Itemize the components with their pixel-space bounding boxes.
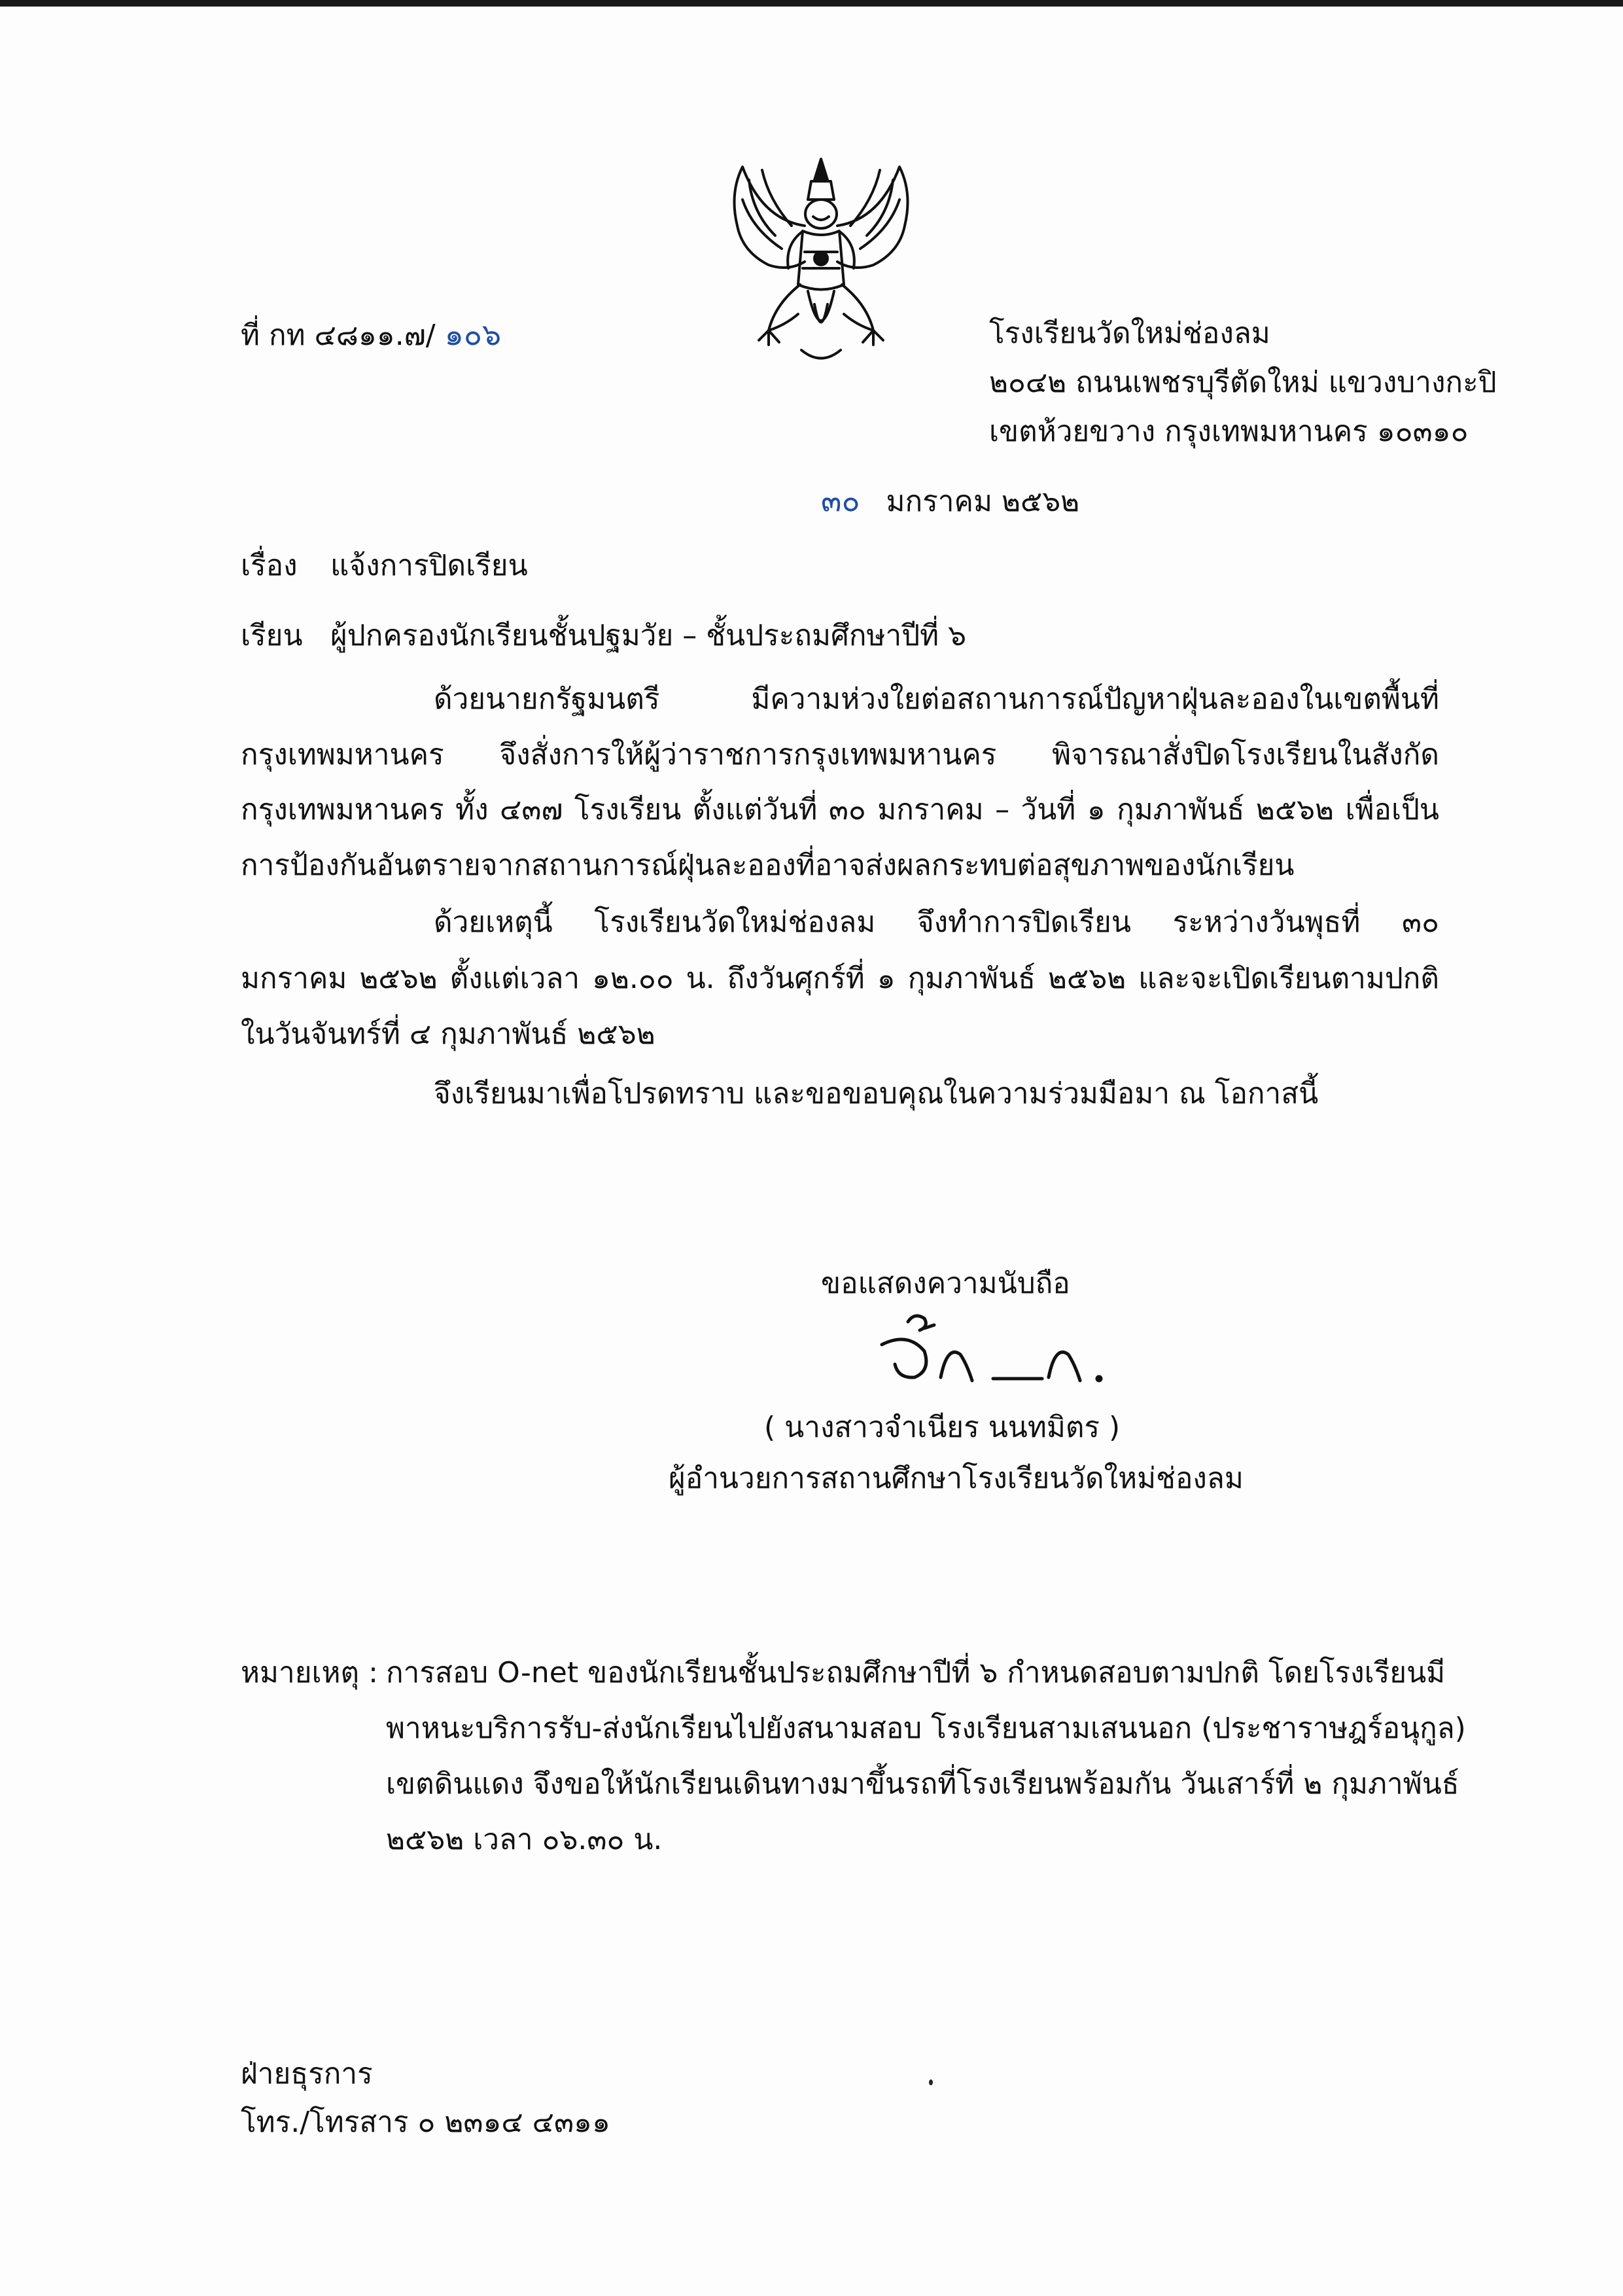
letter-date <box>821 483 1080 518</box>
paragraph-3: จึงเรียนมาเพื่อโปรดทราบ และขอขอบคุณในความร่วมมือมา ณ โอกาสนี้ <box>434 1077 1319 1110</box>
note-line-1: การสอบ O-net ของนักเรียนชั้นประถมศึกษาปีที่ ๖ กำหนดสอบตามปกติ โดยโรงเรียนมี <box>386 1656 1446 1689</box>
reference-handwritten-number: ๑๐๖ <box>444 317 502 352</box>
recipient-label: เรียน <box>241 619 303 652</box>
footer-phone: โทร./โทรสาร ๐ ๒๓๑๔ ๔๓๑๑ <box>241 2106 610 2139</box>
paragraph-1-line-1: ด้วยนายกรัฐมนตรี มีความห่วงใยต่อสถานการณ์ปัญหาฝุ่นละอองในเขตพื้นที่ <box>434 682 1439 716</box>
date-month-year: มกราคม ๒๕๖๒ <box>886 485 1080 518</box>
subject-text: แจ้งการปิดเรียน <box>330 549 528 582</box>
handwritten-signature <box>862 1305 1137 1404</box>
sender-address-line1: ๒๐๔๒ ถนนเพชรบุรีตัดใหม่ แขวงบางกะปิ <box>989 366 1497 399</box>
sender-address-line2: เขตห้วยขวาง กรุงเทพมหานคร ๑๐๓๑๐ <box>989 415 1469 448</box>
garuda-emblem-icon <box>723 154 919 370</box>
paragraph-1-line-2: กรุงเทพมหานคร จึงสั่งการให้ผู้ว่าราชการกรุงเทพมหานคร พิจารณาสั่งปิดโรงเรียนในสังกัด <box>241 738 1439 771</box>
note-line-4: ๒๕๖๒ เวลา ๐๖.๓๐ น. <box>386 1823 663 1856</box>
paragraph-2-line-3: ในวันจันทร์ที่ ๔ กุมภาพันธ์ ๒๕๖๒ <box>241 1017 655 1051</box>
sender-school: โรงเรียนวัดใหม่ช่องลม <box>989 317 1270 350</box>
paragraph-1-line-4: การป้องกันอันตรายจากสถานการณ์ฝุ่นละอองที่อาจส่งผลกระทบต่อสุขภาพของนักเรียน <box>241 849 1295 882</box>
recipient-text: ผู้ปกครองนักเรียนชั้นปฐมวัย – ชั้นประถมศึกษาปีที่ ๖ <box>330 619 967 652</box>
signatory-title: ผู้อำนวยการสถานศึกษาโรงเรียนวัดใหม่ช่องลม <box>669 1462 1244 1495</box>
scan-edge <box>0 0 1623 7</box>
scan-speck <box>929 2079 933 2085</box>
reference-prefix: ที่ กท ๔๘๑๑.๗/ <box>241 319 436 352</box>
note-line-2: พาหนะบริการรับ-ส่งนักเรียนไปยังสนามสอบ โรงเรียนสามเสนนอก (ประชาราษฎร์อนุกูล) <box>386 1712 1466 1745</box>
paragraph-2-line-2: มกราคม ๒๕๖๒ ตั้งแต่เวลา ๑๒.๐๐ น. ถึงวันศุกร์ที่ ๑ กุมภาพันธ์ ๒๕๖๒ และจะเปิดเรียนตามปกติ <box>241 962 1439 995</box>
date-day-handwritten: ๓๐ <box>821 483 860 518</box>
paragraph-2-line-1: ด้วยเหตุนี้ โรงเรียนวัดใหม่ช่องลม จึงทำการปิดเรียน ระหว่างวันพุธที่ ๓๐ <box>434 906 1439 939</box>
subject-label: เรื่อง <box>241 549 298 582</box>
paragraph-1-line-3: กรุงเทพมหานคร ทั้ง ๔๓๗ โรงเรียน ตั้งแต่วันที่ ๓๐ มกราคม – วันที่ ๑ กุมภาพันธ์ ๒๕๖๒ เพื่อเป็น <box>241 793 1439 826</box>
closing-salutation: ขอแสดงความนับถือ <box>821 1267 1070 1300</box>
footer-department: ฝ่ายธุรการ <box>241 2057 373 2091</box>
note-line-3: เขตดินแดง จึงขอให้นักเรียนเดินทางมาขึ้นรถที่โรงเรียนพร้อมกัน วันเสาร์ที่ ๒ กุมภาพันธ์ <box>386 1767 1459 1801</box>
signatory-name: ( นางสาวจำเนียร นนทมิตร ) <box>764 1411 1121 1444</box>
note-label: หมายเหตุ : <box>241 1656 378 1689</box>
reference-number <box>241 319 501 350</box>
